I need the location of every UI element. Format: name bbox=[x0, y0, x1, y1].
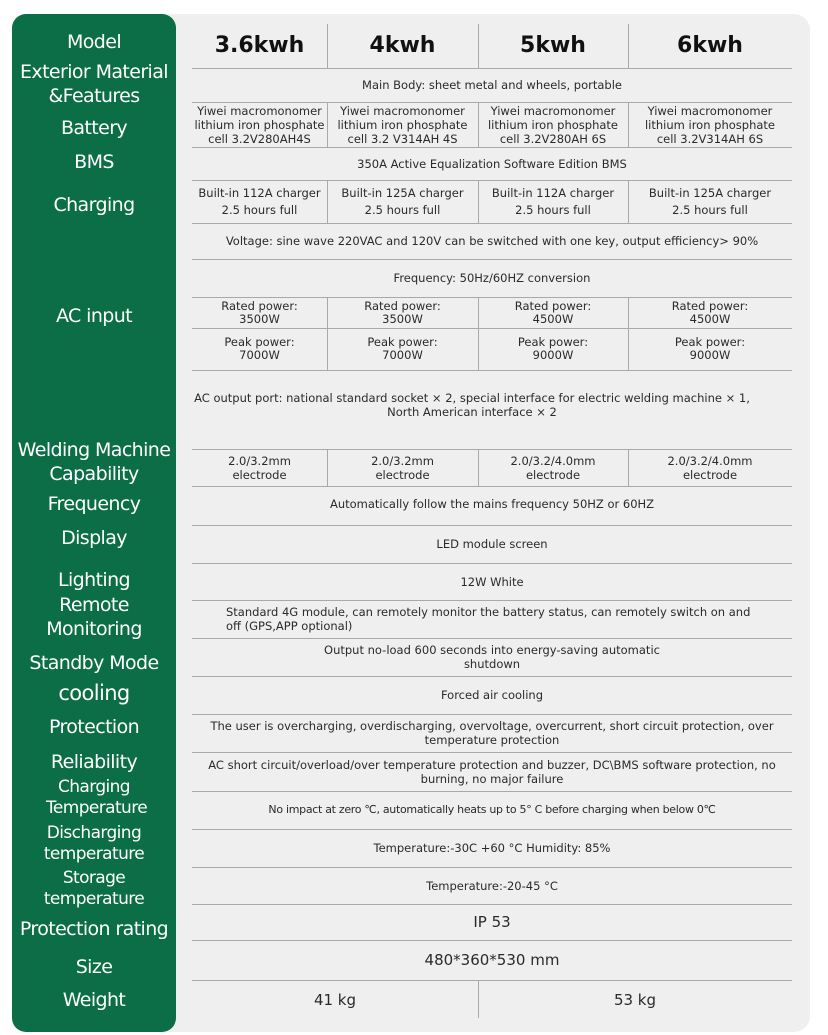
standby-line: shutdown bbox=[463, 657, 521, 671]
lighting-value: 12W White bbox=[460, 574, 524, 589]
label-welding: Welding Machine Capability bbox=[17, 439, 171, 485]
welding-cell bbox=[192, 449, 327, 486]
model-header: 4kwh bbox=[369, 33, 436, 58]
label-model: Model bbox=[66, 31, 122, 53]
peak-power-label: Peak power: bbox=[517, 335, 589, 349]
rated-power-label: Rated power: bbox=[221, 298, 298, 313]
remote-line: Standard 4G module, can remotely monitor the battery status, can remotely switch on and bbox=[226, 605, 751, 619]
reliability-value bbox=[192, 752, 792, 791]
label-remote: Remote Monitoring bbox=[46, 594, 142, 640]
model-header: 3.6kwh bbox=[214, 33, 305, 58]
ac-output-line: North American interface × 2 bbox=[387, 405, 557, 419]
rated-power-label: Rated power: bbox=[514, 298, 592, 313]
ac-output-ports bbox=[192, 385, 752, 425]
label-cooling: cooling bbox=[58, 681, 130, 705]
welding-line: 2.0/3.2/4.0mm bbox=[510, 453, 596, 468]
display-value: LED module screen bbox=[436, 537, 548, 551]
charging-cell bbox=[478, 180, 628, 223]
charging-cell bbox=[192, 180, 327, 223]
frequency-value: Automatically follow the mains frequency 50HZ or 60HZ bbox=[329, 497, 655, 511]
battery-line: Yiwei macromonomer bbox=[340, 103, 465, 118]
cooling-value: Forced air cooling bbox=[440, 688, 544, 702]
peak-power-value: 9000W bbox=[532, 348, 574, 362]
peak-power-cell bbox=[478, 328, 628, 370]
welding-line: electrode bbox=[232, 467, 287, 482]
rated-power-value: 4500W bbox=[689, 311, 731, 326]
protection-rating-value: IP 53 bbox=[473, 913, 511, 931]
label-protection-rating: Protection rating bbox=[19, 918, 169, 940]
ac-output-line: AC output port: national standard socket × 2, special interface for electric welding machine × 1, bbox=[194, 391, 750, 405]
label-bms: BMS bbox=[74, 151, 114, 173]
battery-line: cell 3.2V280AH 6S bbox=[499, 131, 607, 146]
protection-value bbox=[192, 714, 792, 752]
rated-power-cell bbox=[327, 297, 478, 328]
exterior-value: Main Body: sheet metal and wheels, portable bbox=[362, 78, 622, 92]
charging-temperature-value: No impact at zero ℃, automatically heats up to 5° C before charging when below 0℃ bbox=[268, 803, 716, 816]
battery-cell bbox=[327, 102, 478, 147]
label-display: Display bbox=[61, 527, 127, 549]
rated-power-cell bbox=[628, 297, 792, 328]
battery-cell bbox=[478, 102, 628, 147]
battery-line: cell 3.2 V314AH 4S bbox=[347, 131, 458, 146]
label-lighting: Lighting bbox=[58, 569, 130, 591]
label-charging: Charging bbox=[53, 194, 135, 216]
peak-power-label: Peak power: bbox=[674, 335, 746, 349]
welding-line: 2.0/3.2mm bbox=[371, 453, 434, 468]
label-storage-temperature: Storage temperature bbox=[43, 868, 145, 909]
weight-value: 53 kg bbox=[613, 991, 657, 1009]
label-weight: Weight bbox=[62, 989, 126, 1011]
protection-line: The user is overcharging, overdischarging, overvoltage, overcurrent, short circuit protection, over bbox=[210, 719, 774, 733]
weight-value: 41 kg bbox=[313, 991, 357, 1009]
charging-line: Built-in 125A charger bbox=[648, 185, 772, 200]
battery-cell bbox=[192, 102, 327, 147]
reliability-line: AC short circuit/overload/over temperature protection and buzzer, DC\BMS software protection, no bbox=[208, 757, 776, 772]
battery-line: lithium iron phosphate bbox=[194, 117, 325, 132]
peak-power-cell bbox=[327, 328, 478, 370]
battery-line: lithium iron phosphate bbox=[487, 117, 618, 132]
storage-temperature-value: Temperature:-20-45 °C bbox=[426, 878, 558, 893]
battery-line: Yiwei macromonomer bbox=[490, 103, 616, 118]
label-standby: Standby Mode bbox=[29, 652, 159, 674]
charging-line: 2.5 hours full bbox=[221, 202, 298, 217]
peak-power-cell bbox=[628, 328, 792, 370]
peak-power-value: 7000W bbox=[382, 348, 423, 362]
label-protection: Protection bbox=[48, 716, 140, 738]
protection-line: temperature protection bbox=[424, 733, 560, 747]
peak-power-cell bbox=[192, 328, 327, 370]
reliability-line: burning, no major failure bbox=[420, 771, 564, 786]
charging-line: Built-in 112A charger bbox=[198, 185, 321, 200]
welding-line: electrode bbox=[375, 467, 430, 482]
label-exterior-text: Exterior Material &Features bbox=[20, 61, 168, 107]
rated-power-cell bbox=[192, 297, 327, 328]
standby-line: Output no-load 600 seconds into energy-saving automatic bbox=[324, 643, 660, 657]
model-header: 6kwh bbox=[677, 33, 743, 58]
peak-power-value: 9000W bbox=[689, 348, 731, 362]
rated-power-value: 3500W bbox=[382, 311, 423, 326]
battery-line: Yiwei macromonomer bbox=[647, 103, 773, 118]
standby-value bbox=[192, 638, 792, 676]
label-charging-temperature: Charging Temperature bbox=[46, 777, 148, 818]
rated-power-value: 4500W bbox=[532, 311, 574, 326]
rated-power-cell bbox=[478, 297, 628, 328]
charging-line: Built-in 125A charger bbox=[341, 185, 464, 200]
charging-line: 2.5 hours full bbox=[672, 202, 748, 217]
label-exterior bbox=[12, 60, 176, 108]
welding-line: electrode bbox=[682, 467, 738, 482]
label-frequency: Frequency bbox=[47, 493, 141, 515]
label-reliability: Reliability bbox=[50, 751, 138, 773]
welding-line: 2.0/3.2mm bbox=[228, 453, 291, 468]
battery-line: cell 3.2V280AH4S bbox=[208, 131, 311, 146]
rated-power-label: Rated power: bbox=[364, 298, 441, 313]
charging-line: Built-in 112A charger bbox=[491, 185, 615, 200]
remote-line: off (GPS,APP optional) bbox=[226, 619, 353, 633]
row-divider bbox=[192, 370, 792, 371]
remote-monitoring-value bbox=[192, 600, 792, 638]
peak-power-value: 7000W bbox=[239, 348, 280, 362]
battery-line: lithium iron phosphate bbox=[644, 117, 775, 132]
battery-line: cell 3.2V314AH 6S bbox=[656, 131, 764, 146]
rated-power-value: 3500W bbox=[239, 311, 280, 326]
ac-voltage: Voltage: sine wave 220VAC and 120V can be switched with one key, output efficiency> 90% bbox=[225, 234, 759, 248]
battery-line: lithium iron phosphate bbox=[337, 117, 468, 132]
welding-cell bbox=[628, 449, 792, 486]
charging-cell bbox=[327, 180, 478, 223]
peak-power-label: Peak power: bbox=[367, 335, 438, 349]
label-discharging-temperature: Discharging temperature bbox=[43, 823, 145, 864]
discharging-temperature-value: Temperature:-30C +60 °C Humidity: 85% bbox=[373, 841, 611, 855]
charging-line: 2.5 hours full bbox=[364, 202, 441, 217]
rated-power-label: Rated power: bbox=[671, 298, 749, 313]
model-header: 5kwh bbox=[520, 33, 586, 58]
charging-cell bbox=[628, 180, 792, 223]
welding-line: electrode bbox=[525, 467, 581, 482]
ac-frequency: Frequency: 50Hz/60HZ conversion bbox=[393, 271, 591, 285]
battery-cell bbox=[628, 102, 792, 147]
label-battery: Battery bbox=[60, 117, 128, 139]
welding-cell bbox=[327, 449, 478, 486]
welding-line: 2.0/3.2/4.0mm bbox=[667, 453, 753, 468]
charging-line: 2.5 hours full bbox=[515, 202, 591, 217]
battery-line: Yiwei macromonomer bbox=[197, 103, 322, 118]
bms-value: 350A Active Equalization Software Edition BMS bbox=[357, 156, 627, 171]
welding-cell bbox=[478, 449, 628, 486]
label-ac-input: AC input bbox=[55, 305, 133, 327]
size-value: 480*360*530 mm bbox=[424, 951, 560, 969]
label-size: Size bbox=[75, 956, 113, 978]
peak-power-label: Peak power: bbox=[224, 335, 295, 349]
